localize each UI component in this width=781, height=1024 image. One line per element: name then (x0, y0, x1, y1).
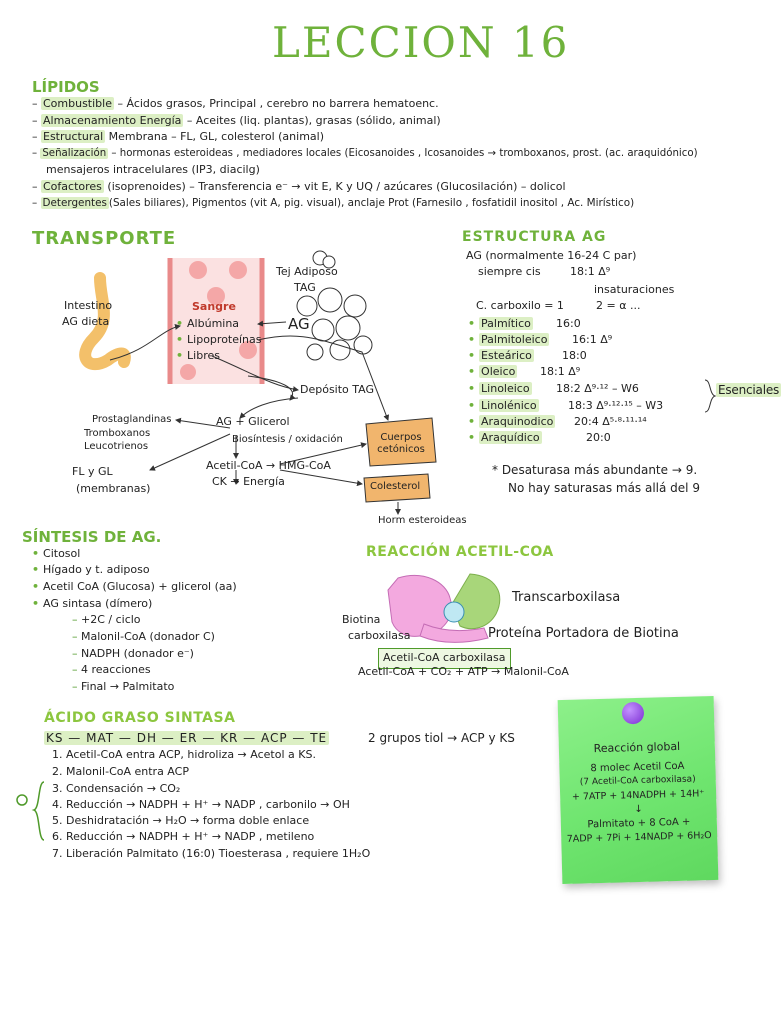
esenciales-brace (703, 378, 717, 414)
ags-step: 5. Deshidratación → H₂O → forma doble enlace (52, 814, 310, 827)
ag-label: AG (288, 315, 310, 333)
lipidos-label: Estructural (43, 130, 104, 143)
note-line: 7ADP + 7Pi + 14NADP + 6H₂O (566, 830, 712, 845)
esenciales-text: Esenciales (718, 383, 780, 397)
note-line: (7 Acetil-CoA carboxilasa) (579, 774, 696, 788)
horm-label: Horm esteroideas (378, 515, 467, 526)
sintesis-item-text: AG sintasa (dímero) (43, 597, 153, 610)
sintesis-subitem: – +2C / ciclo (72, 613, 141, 626)
acid-formula: 16:0 (556, 317, 581, 330)
sintesis-subitem: – 4 reacciones (72, 663, 151, 676)
sangre-item: • Lipoproteínas (176, 333, 262, 346)
acid-name: Araquídico (481, 431, 540, 444)
estructura-line1: AG (normalmente 16-24 C par) (466, 249, 637, 262)
sintesis-subitem-text: +2C / ciclo (81, 613, 141, 626)
acid-row: • Araquídico (468, 431, 540, 444)
acid-name: Esteárico (481, 349, 532, 362)
ags-step: 4. Reducción → NADPH + H⁺ → NADP , carbonilo → OH (52, 798, 350, 811)
estructura-line3b: 2 = α ... (596, 299, 641, 312)
sintesis-heading: SÍNTESIS DE AG. (22, 528, 162, 546)
ags-dominios-text: KS — MAT — DH — ER — KR — ACP — TE (46, 731, 328, 745)
lipidos-list (32, 96, 752, 212)
acid-name: Linolénico (481, 399, 537, 412)
intestino-label: Intestino (64, 299, 113, 312)
sticky-note (558, 696, 719, 884)
sintesis-item-text: Acetil CoA (Glucosa) + glicerol (aa) (43, 580, 237, 593)
acid-formula: 20:4 Δ⁵·⁸·¹¹·¹⁴ (574, 415, 647, 428)
note-arrow: ↓ (634, 803, 643, 816)
cycle-icon (14, 778, 50, 844)
ags-step: 6. Reducción → NADPH + H⁺ → NADP , metileno (52, 830, 315, 843)
ag-glicerol-label: AG + Glicerol (216, 415, 290, 428)
acid-formula: 16:1 Δ⁹ (572, 333, 613, 346)
estructura-heading: ESTRUCTURA AG (462, 229, 607, 245)
acid-row: • Palmítico (468, 317, 531, 330)
transporte-heading: TRANSPORTE (32, 228, 177, 249)
sintesis-subitem: – Malonil-CoA (donador C) (72, 630, 215, 643)
lipidos-text: – hormonas esteroideas , mediadores locales (Eicosanoides , Icosanoides → tromboxanos, prost. (ac. araquidónico) (111, 147, 698, 159)
proteina-label: Proteína Portadora de Biotina (488, 626, 679, 641)
sangre-label: Sangre (192, 300, 236, 313)
acid-formula: 18:1 Δ⁹ (540, 365, 581, 378)
lipidos-text: – Ácidos grasos, Principal , cerebro no barrera hematoenc. (117, 97, 439, 110)
tag-label: TAG (294, 281, 316, 294)
ag-dieta-label: AG dieta (62, 315, 110, 328)
acid-formula: 18:3 Δ⁹·¹²·¹⁵ – W3 (568, 399, 664, 412)
estructura-line3: C. carboxilo = 1 (476, 299, 564, 312)
insaturaciones-label: insaturaciones (594, 283, 675, 296)
acetil-label: Acetil-CoA → HMG-CoA (206, 459, 331, 472)
sintesis-subitem: – NADPH (donador e⁻) (72, 647, 194, 660)
leucotrienos-label: Leucotrienos (84, 441, 149, 452)
lipidos-item: – Estructural Membrana – FL, GL, colesterol (animal) (32, 130, 324, 143)
sangre-item-text: Albúmina (187, 317, 240, 330)
fl-gl-label: FL y GL (72, 465, 113, 478)
page-title: LECCION 16 (272, 18, 570, 67)
biotina-shape (444, 602, 464, 622)
acid-name: Araquinodico (481, 415, 554, 428)
sintesis-item: • Acetil CoA (Glucosa) + glicerol (aa) (32, 580, 237, 593)
acid-row: • Linoleico (468, 382, 530, 395)
acid-formula: 20:0 (586, 431, 611, 444)
sintesis-item-text: Citosol (43, 547, 81, 560)
cuerpos-label: Cuerpos cetónicos (377, 432, 425, 455)
transporte-diagram (0, 240, 470, 540)
pushpin-icon (622, 702, 645, 725)
deposito-label: Depósito TAG (300, 383, 374, 396)
desaturasa-note: * Desaturasa más abundante → 9. (492, 463, 698, 477)
colesterol-label: Colesterol (370, 481, 421, 492)
lipidos-item: – Detergentes (Sales biliares), Pigmentos (vit A, pig. visual), anclaje Prot (Farnesilo , fosfatidil inositol , Ac. Mirístico) (32, 197, 635, 209)
lipidos-text: (Sales biliares), Pigmentos (vit A, pig. visual), anclaje Prot (Farnesilo , fosfatidil inositol , Ac. Mirístico) (108, 197, 635, 209)
ags-dominios (44, 730, 329, 747)
saturasas-note: No hay saturasas más allá del 9 (508, 481, 700, 495)
esenciales-label (716, 382, 780, 399)
sangre-item-text: Lipoproteínas (187, 333, 262, 346)
lipidos-heading: LÍPIDOS (32, 78, 100, 96)
lipidos-item: – Cofactores (isoprenoides) – Transferencia e⁻ → vit E, K y UQ / azúcares (Glucosilación) – dolicol (32, 179, 566, 193)
acid-name: Oleico (481, 365, 516, 378)
acid-formula: 18:2 Δ⁹·¹² – W6 (556, 382, 639, 395)
membranas-label: (membranas) (76, 482, 151, 495)
lipidos-text: mensajeros intracelulares (IP3, diacilg) (46, 163, 260, 176)
biotina-label: Biotina (342, 613, 381, 626)
transcarboxilasa-label: Transcarboxilasa (512, 590, 621, 605)
reaccion-heading: REACCIÓN ACETIL-COA (366, 544, 554, 560)
note-line: + 7ATP + 14NADPH + 14H⁺ (571, 788, 705, 803)
biosintesis-label: Biosíntesis / oxidación (232, 434, 343, 445)
sintesis-item: • Hígado y t. adiposo (32, 563, 150, 576)
ags-heading: ÁCIDO GRASO SINTASA (44, 710, 236, 726)
lipidos-item: – Combustible – Ácidos grasos, Principal , cerebro no barrera hematoenc. (32, 97, 439, 110)
sangre-item: • Libres (176, 349, 220, 362)
acid-row: • Oleico (468, 365, 516, 378)
note-line: 8 molec Acetil CoA (590, 760, 685, 775)
sintesis-subitem-text: Final → Palmitato (81, 680, 175, 693)
sintesis-subitem: – Final → Palmitato (72, 680, 175, 693)
sangre-item: • Albúmina (176, 317, 240, 330)
sangre-item-text: Libres (187, 349, 220, 362)
sintesis-item-text: Hígado y t. adiposo (43, 563, 150, 576)
acid-name: Palmítico (481, 317, 531, 330)
lipidos-item: – Señalización – hormonas esteroideas , mediadores locales (Eicosanoides , Icosanoides → tromboxanos, prost. (ac. araquidónico) (32, 147, 698, 159)
tej-adiposo-label: Tej Adiposo (276, 265, 338, 278)
acid-row: • Linolénico (468, 399, 537, 412)
sintesis-subitem-text: 4 reacciones (81, 663, 151, 676)
acid-row: • Esteárico (468, 349, 532, 362)
estructura-line2: siempre cis (478, 265, 541, 278)
lipidos-item (32, 162, 752, 179)
prostaglandinas-label: Prostaglandinas (92, 414, 172, 425)
note-title: Reacción global (593, 739, 681, 756)
acid-formula: 18:0 (562, 349, 587, 362)
reaccion-ecuacion: Acetil-CoA + CO₂ + ATP → Malonil-CoA (358, 665, 569, 678)
ags-step: 3. Condensación → CO₂ (52, 782, 181, 795)
acid-row: • Palmitoleico (468, 333, 548, 346)
tromboxanos-label: Tromboxanos (84, 428, 151, 439)
lipidos-item: – Almacenamiento Energía – Aceites (liq. plantas), grasas (sólido, animal) (32, 113, 441, 127)
lipidos-label: Combustible (43, 97, 112, 110)
acid-name: Palmitoleico (481, 333, 548, 346)
sintesis-item: • AG sintasa (dímero) (32, 597, 153, 610)
sintesis-subitem-text: NADPH (donador e⁻) (81, 647, 194, 660)
ags-step: 2. Malonil-CoA entra ACP (52, 765, 189, 778)
lipidos-label: Cofactores (43, 179, 102, 193)
note-line: Palmitato + 8 CoA + (587, 816, 691, 831)
lipidos-text: Membrana – FL, GL, colesterol (animal) (108, 130, 324, 143)
lipidos-text: – Aceites (liq. plantas), grasas (sólido, animal) (186, 113, 441, 127)
acid-row: • Araquinodico (468, 415, 554, 428)
lipidos-label: Detergentes (42, 197, 107, 209)
ags-step: 7. Liberación Palmitato (16:0) Tioesterasa , requiere 1H₂O (52, 847, 371, 860)
lipidos-text: (isoprenoides) – Transferencia e⁻ → vit E, K y UQ / azúcares (Glucosilación) – dolicol (107, 179, 566, 193)
sintesis-item: • Citosol (32, 547, 81, 560)
lipidos-label: Almacenamiento Energía (43, 113, 182, 127)
carboxilasa-label: carboxilasa (348, 629, 411, 642)
sintesis-subitem-text: Malonil-CoA (donador C) (81, 630, 215, 643)
estructura-line2b: 18:1 Δ⁹ (570, 265, 611, 278)
ags-step: 1. Acetil-CoA entra ACP, hidroliza → Acetol a KS. (52, 748, 316, 761)
lipidos-label: Señalización (42, 147, 107, 159)
ck-energia-label: CK → Energía (212, 475, 285, 488)
enzima-label: Acetil-CoA carboxilasa (378, 648, 511, 669)
acid-name: Linoleico (481, 382, 530, 395)
ags-grupos: 2 grupos tiol → ACP y KS (368, 731, 515, 745)
